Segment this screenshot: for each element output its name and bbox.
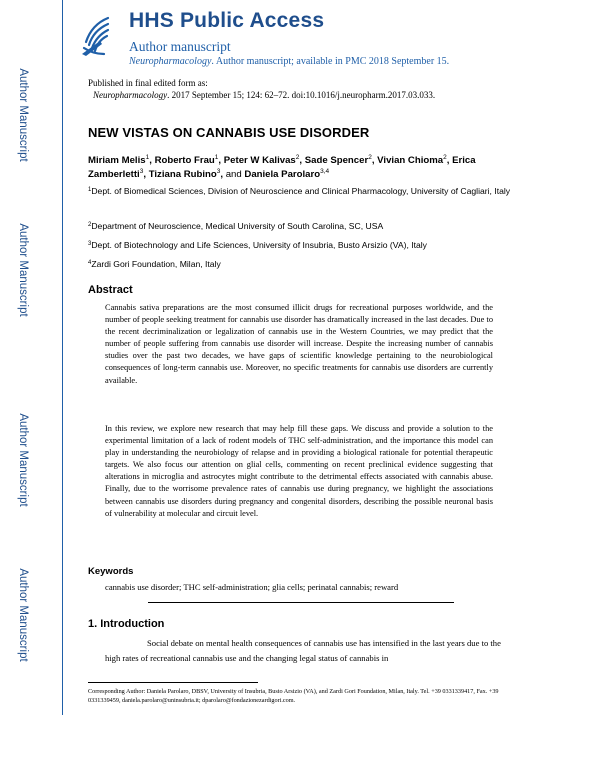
citation: Neuropharmacology. 2017 September 15; 124: 62–72. doi:10.1016/j.neuropharm.2017.03.033. (93, 90, 436, 100)
footnote-divider (88, 682, 258, 683)
abstract-paragraph: In this review, we explore new research that may help fill these gaps. We discuss and provide a solution to the experimental limitation of a lack of rodent models of THC self-administration, and the importance this model can play in understanding the neurobiology of relapse and in providing a biological rationale for potential therapeutic targets. We also focus our attention on glial cells, commenting on recent preclinical evidence suggesting that alterations in microglia and astrocytes might contribute to the detrimental effects associated with cannabis abuse. Finally, due to the worrisome prevalence rates of cannabis use during pregnancy, we highlight the associations between cannabis use disorders during pregnancy and congenital disorders, describing the possible neuronal basis of vulnerability at molecular and circuit level. (105, 424, 493, 518)
hhs-eagle-icon (78, 14, 112, 58)
introduction-heading: 1. Introduction (88, 618, 165, 630)
hhs-public-access-title: HHS Public Access (129, 9, 325, 32)
side-label-author-manuscript: Author Manuscript (17, 68, 29, 162)
author-list: Miriam Melis$^1$, Roberto Frau$^1$, Peter W Kalivas$^2$, Sade Spencer$^2$, Vivian Chioma$^2$, Erica Zamberletti$^3$, Tiziana Rubino$^3$, and Daniela Parolaro$^{3,4}$ (88, 154, 476, 180)
journal-availability-line: Neuropharmacology. Author manuscript; available in PMC 2018 September 15. (129, 56, 450, 67)
author-conjunction: and (225, 169, 242, 180)
side-label-author-manuscript: Author Manuscript (17, 413, 29, 507)
keywords-list: cannabis use disorder; THC self-administration; glia cells; perinatal cannabis; reward (105, 582, 399, 592)
corresponding-author-footnote: Corresponding Author: Daniela Parolaro, DBSV, University of Insubria, Busto Arsizio (VA), and Zardi Gori Foundation, Milan, Italy. Tel. +39 0331339417, Fax. +39 0331339459, daniela.parolaro@uninsubria.it; dparolaro@fondazionezardigori.com. (88, 688, 499, 704)
author-name: Vivian Chioma (377, 155, 444, 166)
keywords-heading: Keywords (88, 566, 134, 577)
author-name: Erica Zamberletti (88, 155, 476, 180)
introduction-paragraph: Social debate on mental health consequences of cannabis use has intensified in the last years due to the high rates of recreational cannabis use and the changing legal status of cannabis in (105, 638, 501, 663)
side-label-author-manuscript: Author Manuscript (17, 568, 29, 662)
author-name: Roberto Frau (154, 155, 215, 166)
abstract-paragraph: Cannabis sativa preparations are the most consumed illicit drugs for recreational purposes worldwide, and the number of people seeking treatment for cannabis use disorder has dramatically increased in the last decades. Due to the recent decriminalization or legalization of cannabis use in the Western Countries, we may predict that the number of people suffering from cannabis use disorder will increase. Despite the increasing number of cannabis studies over the past two decades, we have gaps of scientific knowledge pertaining to the neurobiological consequences of long-term cannabis use. Moreover, no specific treatments for cannabis use disorders are currently available. (105, 303, 493, 385)
side-label-author-manuscript: Author Manuscript (17, 223, 29, 317)
abstract-heading: Abstract (88, 284, 133, 296)
author-name: Daniela Parolaro (244, 169, 321, 180)
author-name: Peter W Kalivas (223, 155, 296, 166)
affiliation: $^3$Dept. of Biotechnology and Life Sciences, University of Insubria, Busto Arsizio (VA), Italy (88, 240, 427, 250)
margin-rule (62, 0, 63, 715)
section-divider (148, 602, 454, 603)
affiliation: $^2$Department of Neuroscience, Medical University of South Carolina, SC, USA (88, 221, 384, 231)
author-name: Tiziana Rubino (148, 169, 217, 180)
paper-title: NEW VISTAS ON CANNABIS USE DISORDER (88, 125, 370, 140)
published-label: Published in final edited form as: (88, 78, 208, 88)
author-manuscript-label: Author manuscript (129, 39, 231, 54)
affiliation: $^1$Dept. of Biomedical Sciences, Division of Neuroscience and Clinical Pharmacology, University of Cagliari, Italy (88, 186, 511, 196)
affiliation: $^4$Zardi Gori Foundation, Milan, Italy (88, 259, 221, 269)
author-name: Miriam Melis (88, 155, 146, 166)
author-name: Sade Spencer (304, 155, 369, 166)
